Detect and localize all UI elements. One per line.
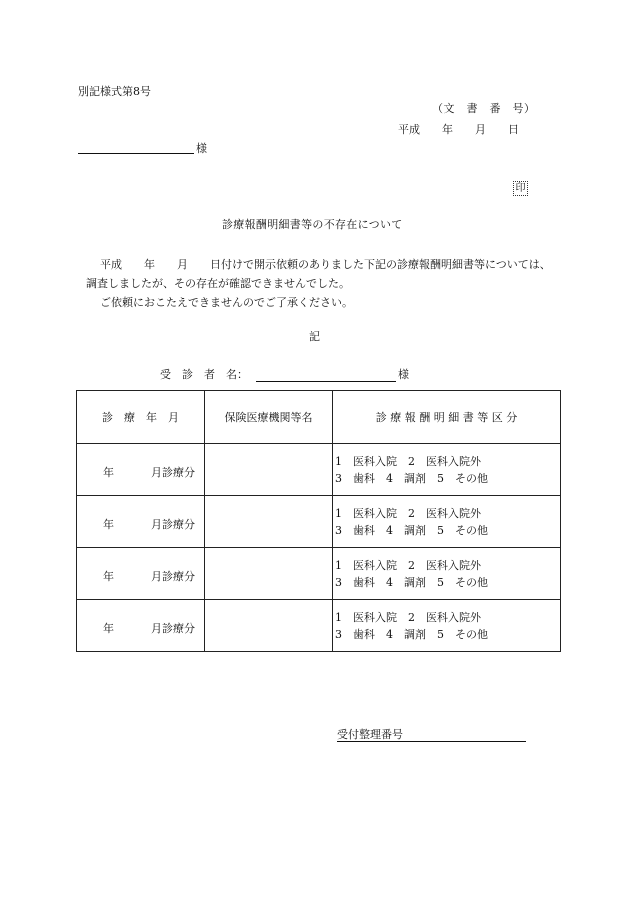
document-date: 平成 年 月 日 (398, 123, 519, 136)
category-cell (333, 600, 561, 652)
category-line: 3 歯科 4 調剤 5 その他 (335, 523, 488, 537)
category-cell (333, 444, 561, 496)
form-number: 別記様式第8号 (78, 85, 151, 98)
period-month-label: 月診療分 (151, 570, 195, 583)
ki-heading: 記 (309, 330, 320, 343)
treatment-period-cell (77, 444, 205, 496)
addressee-honorific: 様 (196, 142, 207, 155)
category-line: 1 医科入院 2 医科入院外 (335, 506, 481, 520)
table-row (77, 496, 561, 548)
institution-cell (205, 496, 333, 548)
body-paragraph: ご依頼におこたえできませんのでご了承ください。 (100, 296, 353, 309)
category-cell (333, 548, 561, 600)
patient-honorific: 様 (398, 368, 409, 381)
category-cell (333, 496, 561, 548)
period-month-label: 月診療分 (151, 622, 195, 635)
period-month-label: 月診療分 (151, 466, 195, 479)
institution-cell (205, 600, 333, 652)
period-year-label: 年 (103, 622, 114, 635)
category-line: 1 医科入院 2 医科入院外 (335, 454, 481, 468)
period-year-label: 年 (103, 570, 114, 583)
category-line: 3 歯科 4 調剤 5 その他 (335, 471, 488, 485)
document-number: （文 書 番 号） (432, 102, 536, 115)
treatment-period-cell (77, 496, 205, 548)
period-year-label: 年 (103, 518, 114, 531)
category-line: 3 歯科 4 調剤 5 その他 (335, 627, 488, 641)
table-header-row (77, 391, 561, 444)
reception-number-blank-line (337, 741, 526, 742)
category-line: 3 歯科 4 調剤 5 その他 (335, 575, 488, 589)
addressee-blank-line (78, 153, 194, 154)
treatment-period-cell (77, 548, 205, 600)
seal-stamp-icon: 印 (513, 181, 528, 196)
treatment-period-cell (77, 600, 205, 652)
table-row (77, 548, 561, 600)
table-row (77, 444, 561, 496)
document-title: 診療報酬明細書等の不存在について (222, 218, 403, 231)
column-header-statement-category: 診 療 報 酬 明 細 書 等 区 分 (333, 391, 561, 444)
period-year-label: 年 (103, 466, 114, 479)
period-month-label: 月診療分 (151, 518, 195, 531)
institution-cell (205, 548, 333, 600)
patient-name-blank-line (256, 381, 396, 382)
column-header-institution: 保険医療機関等名 (205, 391, 333, 444)
records-table (76, 390, 561, 652)
patient-name-label: 受 診 者 名： (160, 368, 248, 381)
category-line: 1 医科入院 2 医科入院外 (335, 610, 481, 624)
body-paragraph: 平成 年 月 日付けで開示依頼のありました下記の診療報酬明細書等については、調査しましたが、その存在が確認できませんでした。 (86, 258, 551, 290)
reception-number-label: 受付整理番号 (337, 728, 403, 741)
column-header-treatment-period: 診 療 年 月 (77, 391, 205, 444)
category-line: 1 医科入院 2 医科入院外 (335, 558, 481, 572)
table-row (77, 600, 561, 652)
institution-cell (205, 444, 333, 496)
